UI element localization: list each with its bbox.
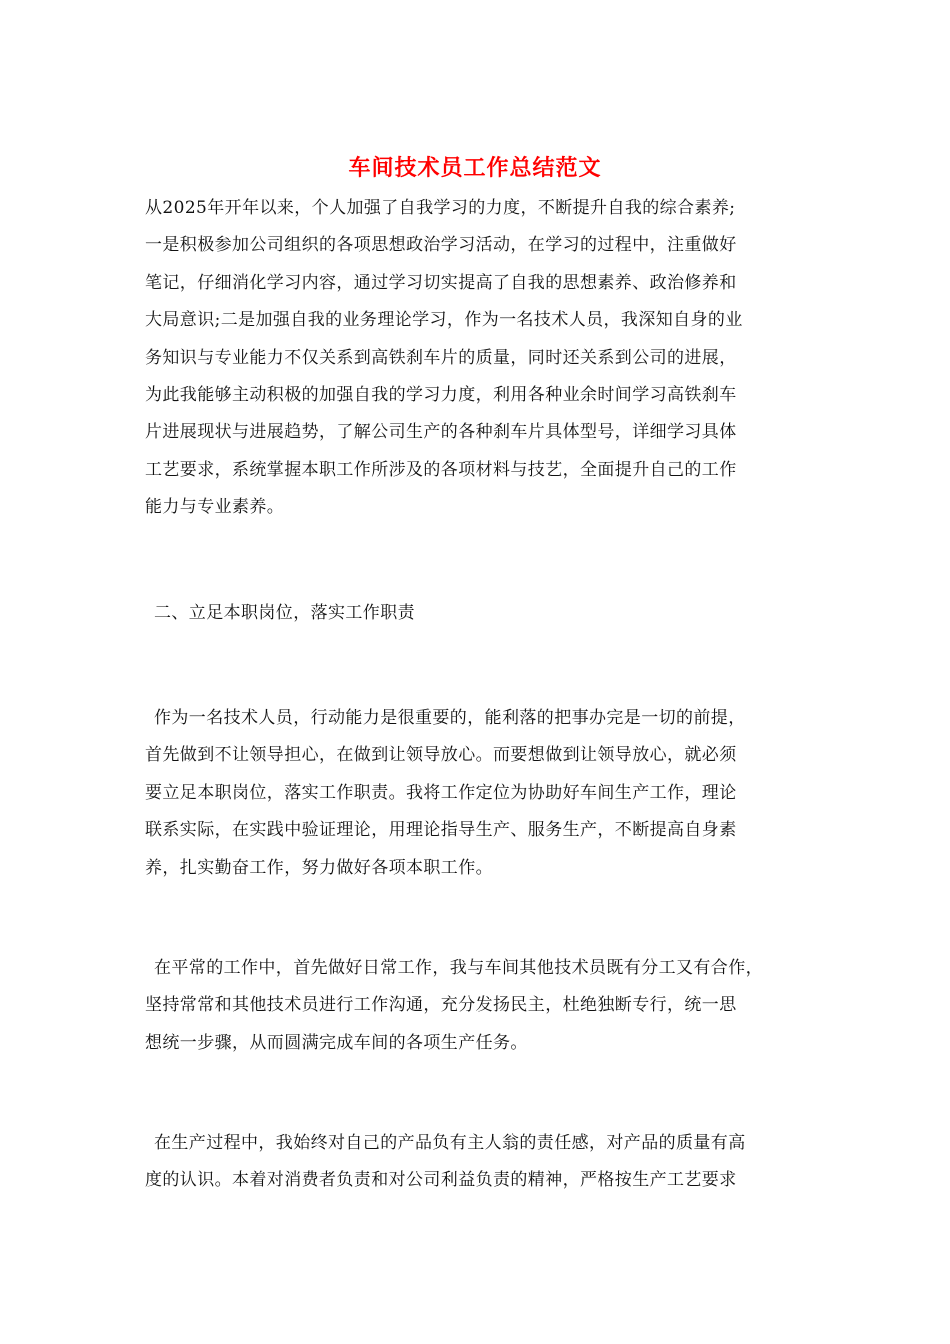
paragraph-line: 想统一步骤，从而圆满完成车间的各项生产任务。 [145, 1032, 528, 1053]
document-title: 车间技术员工作总结范文 [348, 155, 602, 181]
paragraph-line: 务知识与专业能力不仅关系到高铁刹车片的质量，同时还关系到公司的进展， [145, 347, 737, 368]
paragraph-line: 为此我能够主动积极的加强自我的学习力度，利用各种业余时间学习高铁刹车 [145, 385, 737, 406]
paragraph-line: 作为一名技术人员，行动能力是很重要的，能利落的把事办完是一切的前提， [154, 708, 746, 728]
paragraph-line: 坚持常常和其他技术员进行工作沟通，充分发扬民主，杜绝独断专行，统一思 [145, 995, 737, 1016]
paragraph-line: 首先做到不让领导担心，在做到让领导放心。而要想做到让领导放心，就必须 [145, 745, 737, 766]
paragraph-line: 在生产过程中，我始终对自己的产品负有主人翁的责任感，对产品的质量有高 [154, 1133, 746, 1153]
paragraph-daily-work [145, 950, 825, 1062]
paragraph-line: 养，扎实勤奋工作，努力做好各项本职工作。 [145, 857, 493, 878]
section-heading [145, 595, 825, 632]
paragraph-line: 笔记，仔细消化学习内容，通过学习切实提高了自我的思想素养、政治修养和 [145, 272, 737, 293]
paragraph-production [145, 1125, 825, 1200]
paragraph-line: 在平常的工作中，首先做好日常工作，我与车间其他技术员既有分工又有合作， [154, 958, 763, 978]
paragraph-line: 能力与专业素养。 [145, 497, 285, 518]
paragraph-line: 工艺要求，系统掌握本职工作所涉及的各项材料与技艺，全面提升自己的工作 [145, 459, 737, 480]
paragraph-line: 度的认识。本着对消费者负责和对公司利益负责的精神，严格按生产工艺要求 [145, 1170, 737, 1191]
paragraph-line: 要立足本职岗位，落实工作职责。我将工作定位为协助好车间生产工作，理论 [145, 782, 737, 803]
paragraph-line: 从2025年开年以来，个人加强了自我学习的力度，不断提升自我的综合素养; [145, 198, 736, 218]
section-heading-text: 二、立足本职岗位，落实工作职责 [154, 603, 415, 623]
paragraph-line: 大局意识;二是加强自我的业务理论学习，作为一名技术人员，我深知自身的业 [145, 310, 743, 331]
paragraph-study [145, 190, 825, 527]
paragraph-line: 片进展现状与进展趋势，了解公司生产的各种刹车片具体型号，详细学习具体 [145, 422, 737, 443]
paragraph-line: 一是积极参加公司组织的各项思想政治学习活动，在学习的过程中，注重做好 [145, 235, 737, 256]
paragraph-duty [145, 700, 825, 887]
paragraph-line: 联系实际，在实践中验证理论，用理论指导生产、服务生产，不断提高自身素 [145, 820, 737, 841]
